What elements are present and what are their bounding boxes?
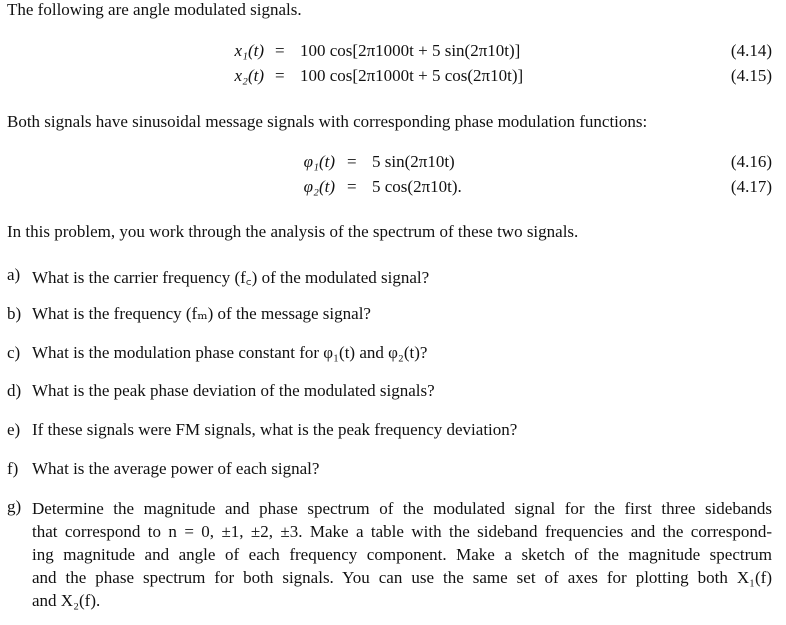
question-g-line: and X₂(f). <box>32 591 101 610</box>
question-letter: e) <box>7 420 21 439</box>
equation-lhs: x₂(t) <box>234 66 264 85</box>
equation-rhs: 5 sin(2π10t) <box>372 152 455 171</box>
equation-equals: = <box>347 177 357 196</box>
equation-rhs: 100 cos[2π1000t + 5 sin(2π10t)] <box>300 41 521 60</box>
intro-text: The following are angle modulated signals. <box>7 0 302 19</box>
question-text: What is the frequency (fₘ) of the message signal? <box>32 304 371 323</box>
question-g-line: Determine the magnitude and phase spectrum of the modulated signal for the first three sidebands <box>32 499 772 518</box>
question-letter: b) <box>7 304 22 323</box>
question-g-line: ing magnitude and angle of each frequency component. Make a sketch of the magnitude spectrum <box>32 545 772 564</box>
equation-equals: = <box>275 41 285 60</box>
question-letter: c) <box>7 343 21 362</box>
question-letter: a) <box>7 265 21 284</box>
equation-number: (4.16) <box>730 152 772 171</box>
equation-rhs: 100 cos[2π1000t + 5 cos(2π10t)] <box>300 66 524 85</box>
equation-equals: = <box>275 66 285 85</box>
question-g-line: that correspond to n = 0, ±1, ±2, ±3. Make a table with the sideband frequencies and the correspond- <box>32 522 772 541</box>
question-text: What is the modulation phase constant for φ₁(t) and φ₂(t)? <box>32 343 428 362</box>
equation-number: (4.15) <box>730 66 772 85</box>
question-g-body <box>32 497 772 612</box>
equation-lhs: x₁(t) <box>234 41 264 60</box>
question-letter: d) <box>7 381 22 400</box>
question-letter: g) <box>7 497 22 516</box>
question-letter: f) <box>7 459 19 478</box>
equation-number: (4.17) <box>730 177 772 196</box>
equation-lhs: φ₂(t) <box>303 177 335 196</box>
question-text: If these signals were FM signals, what is the peak frequency deviation? <box>32 420 518 439</box>
equation-rhs: 5 cos(2π10t). <box>372 177 462 196</box>
question-g-line: and the phase spectrum for both signals. You can use the same set of axes for plotting both X₁(f) <box>32 568 772 587</box>
problem-text: In this problem, you work through the analysis of the spectrum of these two signals. <box>7 222 579 241</box>
question-text: What is the average power of each signal? <box>32 459 320 478</box>
both-signals-text: Both signals have sinusoidal message signals with corresponding phase modulation functions: <box>7 112 648 131</box>
equation-lhs: φ₁(t) <box>303 152 335 171</box>
question-text: What is the carrier frequency (f꜀) of the modulated signal? <box>32 268 430 287</box>
equation-number: (4.14) <box>730 41 772 60</box>
equation-equals: = <box>347 152 357 171</box>
question-text: What is the peak phase deviation of the modulated signals? <box>32 381 435 400</box>
